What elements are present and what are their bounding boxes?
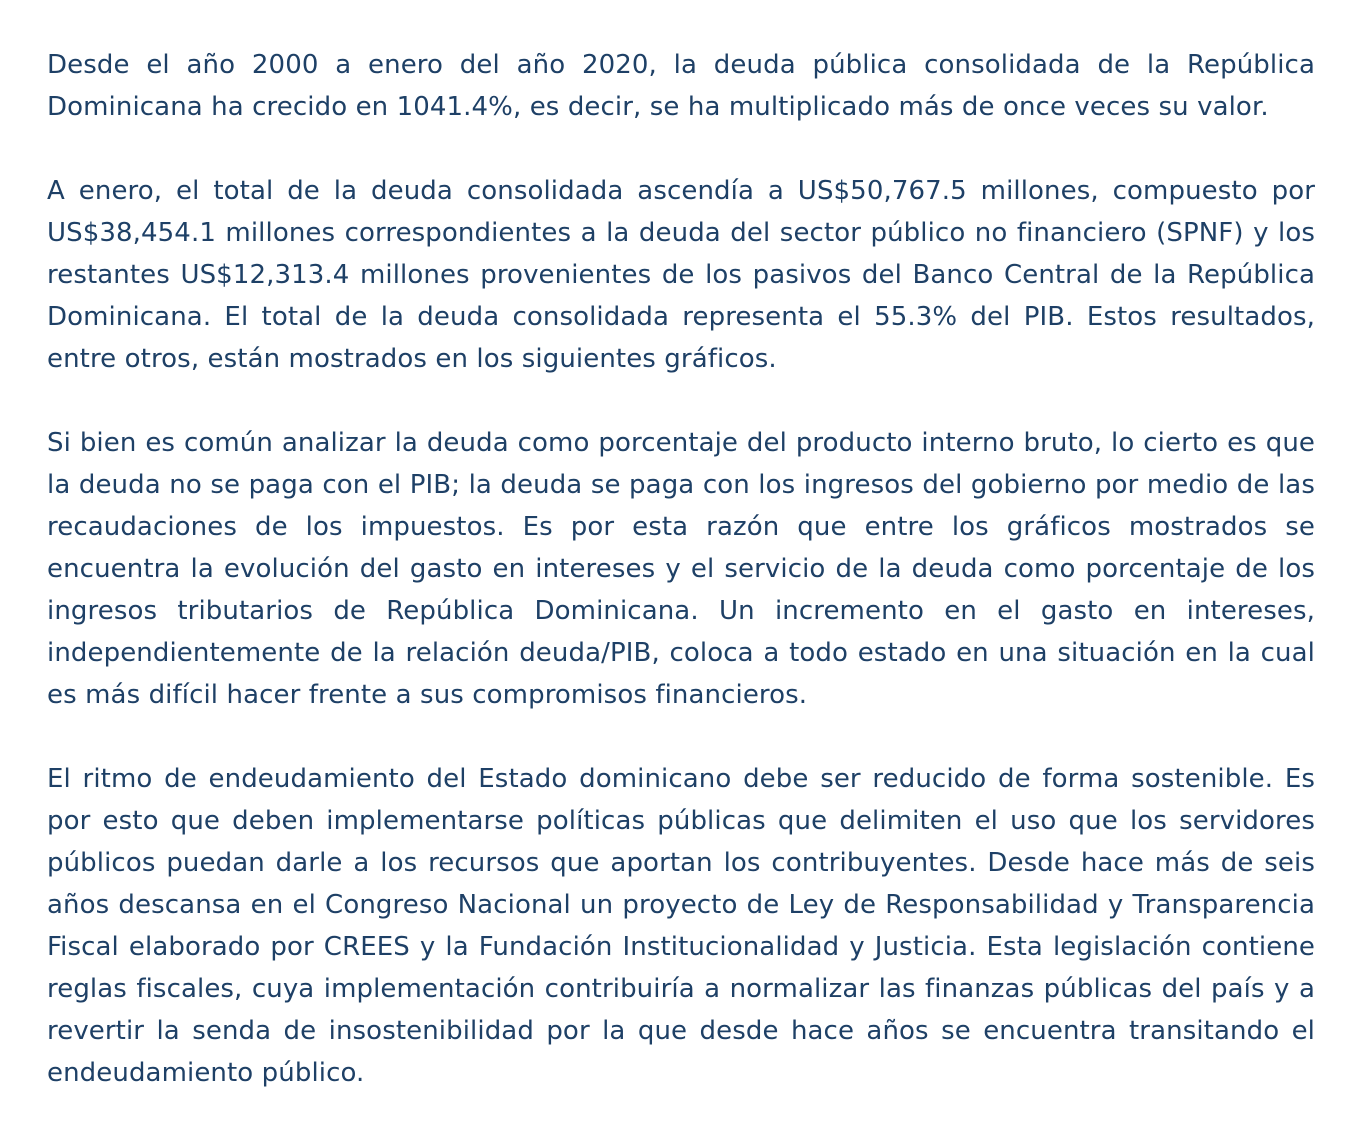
paragraph-debt-composition: A enero, el total de la deuda consolidada ascendía a US$50,767.5 millones, compuesto por US$38,454.1 millones correspondientes a la deuda del sector público no financiero (SPNF) y los restantes US$12,313.4 millones provenientes de los pasivos del Banco Central de la República Dominicana. El total de la deuda consolidada representa el 55.3% del PIB. Estos resultados, entre otros, están mostrados en los siguientes gráficos.	[47, 176, 1315, 374]
paragraph-fiscal-responsibility-law: El ritmo de endeudamiento del Estado dominicano debe ser reducido de forma sostenible. Es por esto que deben implementarse políticas públicas que delimiten el uso que los servidores públicos puedan darle a los recursos que aportan los contribuyentes. Desde hace más de seis años descansa en el Congreso Nacional un proyecto de Ley de Responsabilidad y Transparencia Fiscal elaborado por CREES y la Fundación Institucionalidad y Justicia. Esta legislación contiene reglas fiscales, cuya implementación contribuiría a normalizar las finanzas públicas del país y a revertir la senda de insostenibilidad por la que desde hace años se encuentra transitando el endeudamiento público.	[47, 764, 1315, 1088]
paragraph-debt-growth: Desde el año 2000 a enero del año 2020, la deuda pública consolidada de la República Dominicana ha crecido en 1041.4%, es decir, se ha multiplicado más de once veces su valor.	[47, 50, 1315, 122]
paragraph-debt-vs-pib-analysis: Si bien es común analizar la deuda como porcentaje del producto interno bruto, lo cierto es que la deuda no se paga con el PIB; la deuda se paga con los ingresos del gobierno por medio de las recaudaciones de los impuestos. Es por esta razón que entre los gráficos mostrados se encuentra la evolución del gasto en intereses y el servicio de la deuda como porcentaje de los ingresos tributarios de República Dominicana. Un incremento en el gasto en intereses, independientemente de la relación deuda/PIB, coloca a todo estado en una situación en la cual es más difícil hacer frente a sus compromisos financieros.	[47, 428, 1315, 710]
document-body	[47, 44, 1315, 1094]
